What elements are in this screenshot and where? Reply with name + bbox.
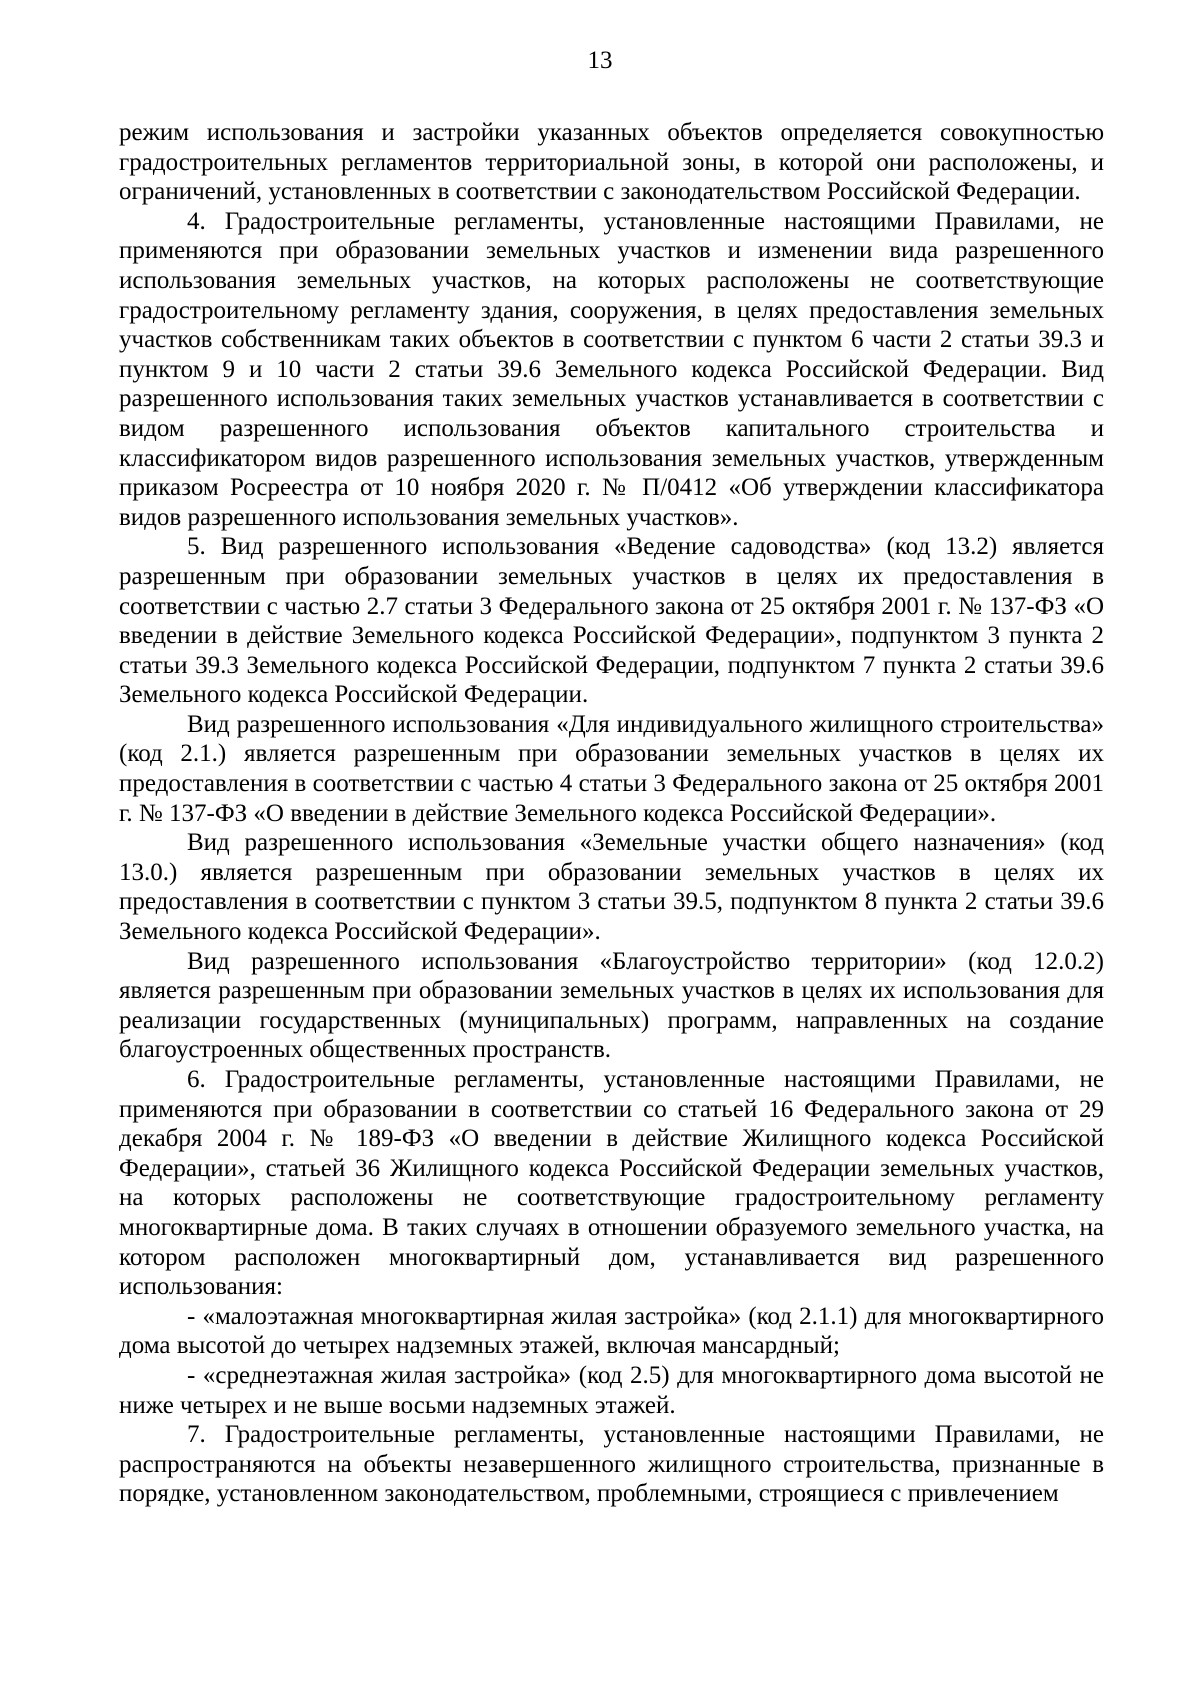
document-body xyxy=(119,118,1104,1509)
paragraph-continuation: режим использования и застройки указанных объектов определяется совокупностью градостроительных регламентов территориальной зоны, в которой они расположены, и ограничений, установленных в соответствии с законодательством Российской Федерации. xyxy=(119,119,1104,206)
paragraph-item-6: 6. Градостроительные регламенты, установленные настоящими Правилами, не применяются при образовании в соответствии со статьей 16 Федерального закона от 29 декабря 2004 г. № 189-ФЗ «О введении в действие Жилищного кодекса Российской Федерации», статьей 36 Жилищного кодекса Российской Федерации земельных участков, на которых расположены не соответствующие градостроительному регламенту многоквартирные дома. В таких случаях в отношении образуемого земельного участка, на котором расположен многоквартирный дом, устанавливается вид разрешенного использования: xyxy=(119,1066,1104,1301)
list-item-mid-rise: - «среднеэтажная жилая застройка» (код 2.5) для многоквартирного дома высотой не ниже четырех и не выше восьми надземных этажей. xyxy=(119,1361,1104,1419)
paragraph-item-4: 4. Градостроительные регламенты, установленные настоящими Правилами, не применяются при образовании земельных участков и изменении вида разрешенного использования земельных участков, на которых расположены не соответствующие градостроительному регламенту здания, сооружения, в целях предоставления земельных участков собственникам таких объектов в соответствии с пунктом 6 части 2 статьи 39.3 и пунктом 9 и 10 части 2 статьи 39.6 Земельного кодекса Российской Федерации. Вид разрешенного использования таких земельных участков устанавливается в соответствии с видом разрешенного использования объектов капитального строительства и классификатором видов разрешенного использования земельных участков, утвержденным приказом Росреестра от 10 ноября 2020 г. № П/0412 «Об утверждении классификатора видов разрешенного использования земельных участков». xyxy=(119,207,1104,531)
paragraph-item-5: 5. Вид разрешенного использования «Ведение садоводства» (код 13.2) является разрешенным при образовании земельных участков в целях их предоставления в соответствии с частью 2.7 статьи 3 Федерального закона от 25 октября 2001 г. № 137-ФЗ «О введении в действие Земельного кодекса Российской Федерации», подпунктом 3 пункта 2 статьи 39.3 Земельного кодекса Российской Федерации, подпунктом 7 пункта 2 статьи 39.6 Земельного кодекса Российской Федерации. xyxy=(119,533,1104,709)
paragraph-common-use: Вид разрешенного использования «Земельные участки общего назначения» (код 13.0.) является разрешенным при образовании земельных участков в целях их предоставления в соответствии с пунктом 3 статьи 39.5, подпунктом 8 пункта 2 статьи 39.6 Земельного кодекса Российской Федерации». xyxy=(119,829,1104,946)
list-item-low-rise: - «малоэтажная многоквартирная жилая застройка» (код 2.1.1) для многоквартирного дома высотой до четырех надземных этажей, включая мансардный; xyxy=(119,1302,1104,1360)
paragraph-item-7: 7. Градостроительные регламенты, установленные настоящими Правилами, не распространяются на объекты незавершенного жилищного строительства, признанные в порядке, установленном законодательством, проблемными, строящиеся с привлечением xyxy=(119,1421,1104,1508)
page-number: 13 xyxy=(587,47,613,74)
paragraph-ijs: Вид разрешенного использования «Для индивидуального жилищного строительства» (код 2.1.) является разрешенным при образовании земельных участков в целях их предоставления в соответствии с частью 4 статьи 3 Федерального закона от 25 октября 2001 г. № 137-ФЗ «О введении в действие Земельного кодекса Российской Федерации». xyxy=(119,710,1104,827)
paragraph-landscaping: Вид разрешенного использования «Благоустройство территории» (код 12.0.2) является разрешенным при образовании земельных участков в целях их использования для реализации государственных (муниципальных) программ, направленных на создание благоустроенных общественных пространств. xyxy=(119,947,1104,1064)
